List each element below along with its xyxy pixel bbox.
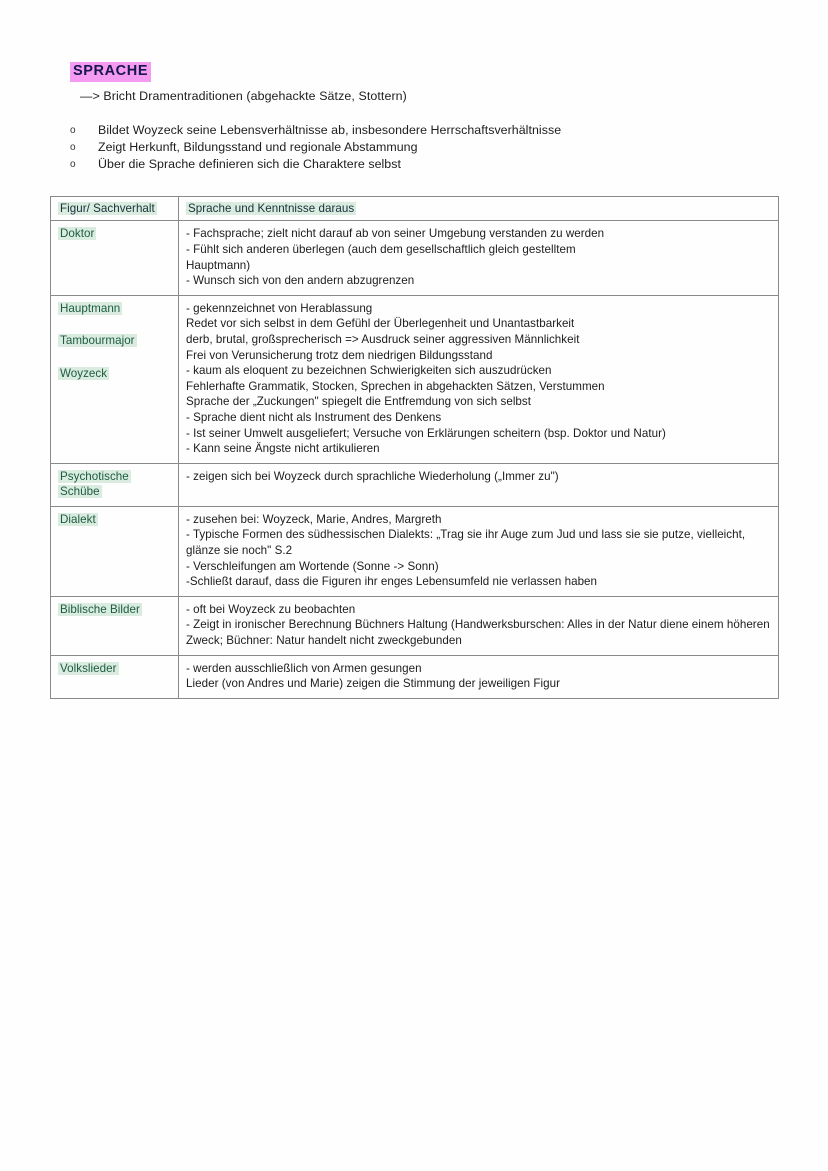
row-label: Volkslieder (60, 661, 117, 675)
page-title: SPRACHE (70, 62, 151, 82)
column-header-sprache-label: Sprache und Kenntnisse daraus (188, 201, 355, 215)
content-line: derb, brutal, großsprecherisch => Ausdruck seiner aggressiven Männlichkeit (186, 332, 580, 346)
row-label: Dialekt (60, 512, 96, 526)
content-line: - Typische Formen des südhessischen Dialekts: „Trag sie ihr Auge zum Jud und lass sie sie putze, vielleicht, glänze sie noch" S.2 (186, 528, 746, 558)
table-row (51, 221, 779, 295)
row-label: Tambourmajor (60, 334, 135, 348)
column-header-figur (51, 196, 179, 221)
row-label: Psychotische (60, 469, 129, 483)
row-label-cell (51, 295, 179, 463)
row-label-cell (51, 655, 179, 698)
content-line: - gekennzeichnet von Herablassung (186, 301, 373, 315)
row-content-cell (179, 221, 779, 295)
table-row (51, 596, 779, 655)
content-line: Sprache der „Zuckungen" spiegelt die Entfremdung von sich selbst (186, 395, 532, 409)
row-content-cell (179, 295, 779, 463)
row-label: Hauptmann (60, 301, 121, 315)
row-label-cell (51, 221, 179, 295)
list-item (50, 122, 780, 139)
bullet-marker-icon: o (70, 158, 76, 170)
content-line: - Zeigt in ironischer Berechnung Büchners Haltung (Handwerksburschen: Alles in der Natur diene einem höheren Zweck; Büchner: Natur handelt nicht zweckgebunden (186, 618, 770, 648)
table-row (51, 506, 779, 596)
column-header-sprache (179, 196, 779, 221)
list-item-text: Bildet Woyzeck seine Lebensverhältnisse ab, insbesondere Herrschaftsverhältnisse (98, 122, 562, 137)
list-item-text: Zeigt Herkunft, Bildungsstand und regionale Abstammung (98, 139, 418, 154)
content-line: - zusehen bei: Woyzeck, Marie, Andres, Margreth (186, 512, 442, 526)
list-item (50, 156, 780, 173)
content-line: - Fühlt sich anderen überlegen (auch dem gesellschaftlich gleich gestelltem (186, 242, 576, 256)
row-label: Biblische Bilder (60, 602, 140, 616)
heading-row (70, 62, 780, 82)
content-line: Lieder (von Andres und Marie) zeigen die Stimmung der jeweiligen Figur (186, 677, 560, 691)
row-label: Woyzeck (60, 366, 108, 380)
row-label-cell (51, 463, 179, 506)
row-label: Schübe (60, 485, 100, 499)
row-content-cell (179, 596, 779, 655)
table-row (51, 655, 779, 698)
row-label-cell (51, 596, 179, 655)
row-content-cell (179, 463, 779, 506)
table-row (51, 295, 779, 463)
content-line: - Fachsprache; zielt nicht darauf ab von seiner Umgebung verstanden zu werden (186, 227, 605, 241)
table-header-row (51, 196, 779, 221)
content-line: -Schließt darauf, dass die Figuren ihr enges Lebensumfeld nie verlassen haben (186, 575, 598, 589)
row-content-cell (179, 506, 779, 596)
content-line: Redet vor sich selbst in dem Gefühl der Überlegenheit und Unantastbarkeit (186, 317, 575, 331)
bullet-marker-icon: o (70, 124, 76, 136)
table-body (51, 221, 779, 698)
row-label-cell (51, 506, 179, 596)
list-item (50, 139, 780, 156)
content-line: - oft bei Woyzeck zu beobachten (186, 602, 356, 616)
bullet-list (50, 122, 780, 173)
content-line: Frei von Verunsicherung trotz dem niedrigen Bildungsstand (186, 348, 493, 362)
bullet-marker-icon: o (70, 141, 76, 153)
table-row (51, 463, 779, 506)
list-item-text: Über die Sprache definieren sich die Charaktere selbst (98, 156, 401, 171)
content-line: - kaum als eloquent zu bezeichnen Schwierigkeiten sich auszudrücken (186, 364, 552, 378)
content-line: Fehlerhafte Grammatik, Stocken, Sprechen in abgehackten Sätzen, Verstummen (186, 379, 605, 393)
column-header-figur-label: Figur/ Sachverhalt (60, 201, 155, 215)
content-line: - zeigen sich bei Woyzeck durch sprachliche Wiederholung („Immer zu") (186, 469, 559, 483)
content-line: Hauptmann) (186, 258, 251, 272)
content-line: - Sprache dient nicht als Instrument des Denkens (186, 410, 442, 424)
content-line: - werden ausschließlich von Armen gesungen (186, 661, 422, 675)
document-content (50, 62, 780, 699)
sprache-table (50, 196, 779, 699)
row-content-cell (179, 655, 779, 698)
content-line: - Wunsch sich von den andern abzugrenzen (186, 274, 415, 288)
content-line: - Verschleifungen am Wortende (Sonne -> Sonn) (186, 559, 439, 573)
content-line: - Ist seiner Umwelt ausgeliefert; Versuche von Erklärungen scheitern (bsp. Doktor und Natur) (186, 426, 666, 440)
row-label: Doktor (60, 227, 95, 241)
subtitle-line: —> Bricht Dramentraditionen (abgehackte Sätze, Stottern) (80, 88, 407, 103)
content-line: - Kann seine Ängste nicht artikulieren (186, 442, 380, 456)
